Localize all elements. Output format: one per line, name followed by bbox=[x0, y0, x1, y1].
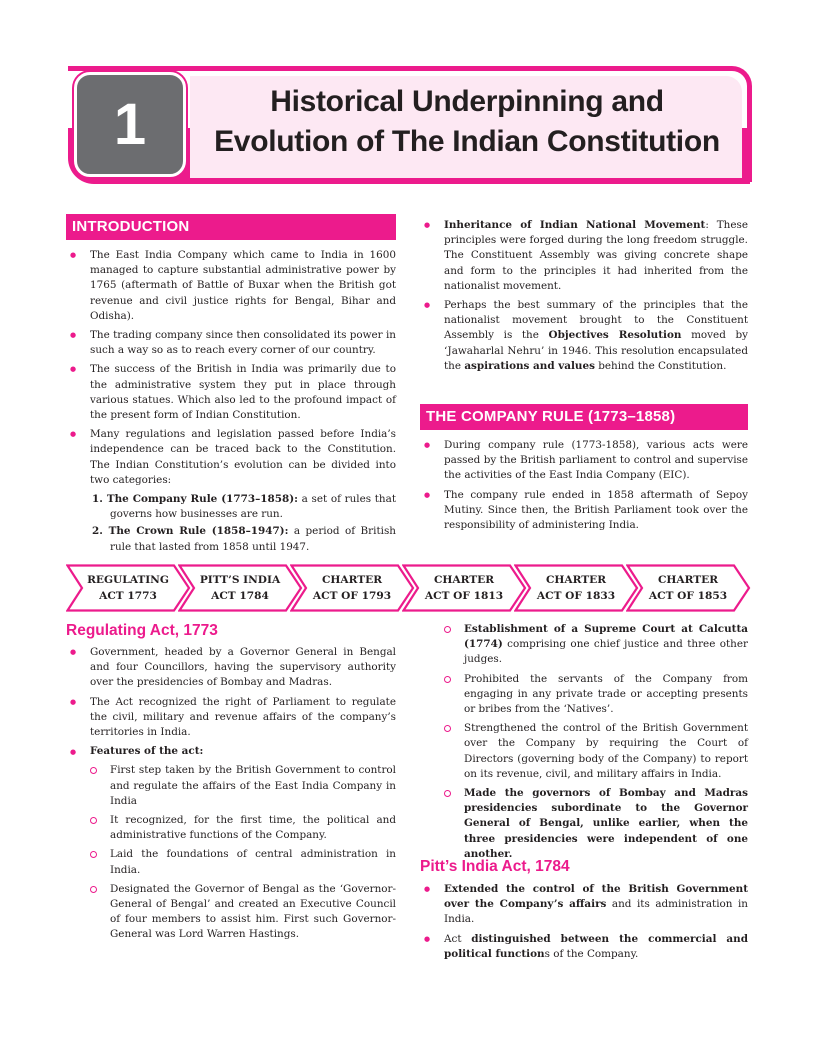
regulating-act-heading: Regulating Act, 1773 bbox=[66, 622, 218, 639]
regulating-bullet-2: ● The Act recognized the right of Parliament to regulate the civil, military and revenue affairs of the company’s territories in India. bbox=[66, 695, 396, 741]
introduction-column bbox=[66, 248, 396, 559]
regulating-bullet-1: ● Government, headed by a Governor General in Bengal and four Councillors, having the supervisory authority over the presidencies of Bombay and Madras. bbox=[66, 645, 396, 691]
feature-1: First step taken by the British Government to control and regulate the affairs of the East India Company in India bbox=[66, 763, 396, 809]
pitts-india-act-heading: Pitt’s India Act, 1784 bbox=[420, 858, 570, 875]
acts-timeline bbox=[66, 564, 756, 612]
timeline-label: CHARTER ACT OF 1813 bbox=[424, 574, 504, 602]
chapter-number: 1 bbox=[74, 72, 186, 177]
company-rule-bullet-2: ● The company rule ended in 1858 aftermath of Sepoy Mutiny. Since then, the British Parliament took over the responsibility of administering India. bbox=[420, 488, 748, 534]
timeline-label: REGULATING ACT 1773 bbox=[87, 574, 169, 602]
company-rule-heading: THE COMPANY RULE (1773–1858) bbox=[420, 404, 748, 430]
timeline-label: CHARTER ACT OF 1833 bbox=[536, 574, 616, 602]
category-company-rule: 1. The Company Rule (1773–1858): a set of rules that governs how businesses are run. bbox=[92, 493, 396, 521]
intro-bullet-3: ● The success of the British in India was primarily due to the administrative system they put in place through various statues. Which also led to the profound impact of the present form of Indian Constitution. bbox=[66, 362, 396, 423]
features-label: ● Features of the act: bbox=[66, 744, 396, 759]
regulating-features-continued bbox=[420, 622, 748, 866]
category-crown-rule: 2. The Crown Rule (1858–1947): a period of British rule that lasted from 1858 until 1947. bbox=[92, 525, 396, 553]
company-rule-column bbox=[420, 438, 748, 537]
intro-bullet-1: ● The East India Company which came to India in 1600 managed to capture substantial administrative power by 1765 (aftermath of Battle of Buxar when the British got revenue and civil justice rights for Bengal, Bihar and Odisha). bbox=[66, 248, 396, 324]
timeline-label: PITT’S INDIA ACT 1784 bbox=[199, 574, 281, 602]
chapter-title bbox=[186, 82, 748, 162]
timeline-label: CHARTER ACT OF 1793 bbox=[312, 574, 392, 602]
timeline-label: CHARTER ACT OF 1853 bbox=[648, 574, 728, 602]
introduction-heading: INTRODUCTION bbox=[66, 214, 396, 240]
feature-3: Laid the foundations of central administration in India. bbox=[66, 847, 396, 877]
pitts-india-act-column bbox=[420, 882, 748, 966]
feature-7: Strengthened the control of the British Government over the Company by requiring the Court of Directors (governing body of the Company) to report on its revenue, civil, and military affairs in India. bbox=[420, 721, 748, 782]
right-intro-column bbox=[420, 218, 748, 378]
intro-bullet-2: ● The trading company since then consolidated its power in such a way so as to reach every corner of our country. bbox=[66, 328, 396, 358]
feature-8: Made the governors of Bombay and Madras presidencies subordinate to the Governor General of Bengal, unlike earlier, when the three presidencies were independent of one another. bbox=[420, 786, 748, 862]
feature-2: It recognized, for the first time, the political and administrative functions of the Company. bbox=[66, 813, 396, 843]
pitts-bullet-1: ● Extended the control of the British Government over the Company’s affairs and its administration in India. bbox=[420, 882, 748, 928]
right-bullet-inheritance: ● Inheritance of Indian National Movement: These principles were forged during the long freedom struggle. The Constituent Assembly was giving concrete shape and form to the principles it had inherited from the nationalist movement. bbox=[420, 218, 748, 294]
feature-5: Establishment of a Supreme Court at Calcutta (1774) comprising one chief justice and three other judges. bbox=[420, 622, 748, 668]
intro-bullet-4: ● Many regulations and legislation passed before India’s independence can be traced back to the Constitution. The Indian Constitution’s evolution can be divided into two categories: bbox=[66, 427, 396, 488]
company-rule-bullet-1: ● During company rule (1773-1858), various acts were passed by the British parliament to control and supervise the activities of the East India Company (EIC). bbox=[420, 438, 748, 484]
pitts-bullet-2: ● Act distinguished between the commercial and political functions of the Company. bbox=[420, 932, 748, 962]
chapter-title-line-2: Evolution of The Indian Constitution bbox=[214, 125, 720, 158]
right-bullet-objectives: ● Perhaps the best summary of the principles that the nationalist movement brought to the Constituent Assembly is the Objectives Resolution moved by ‘Jawaharlal Nehru’ in 1946. This resolution encapsulated the aspirations and values behind the Constitution. bbox=[420, 298, 748, 374]
feature-6: Prohibited the servants of the Company from engaging in any private trade or accepting presents or bribes from the ‘Natives’. bbox=[420, 672, 748, 718]
regulating-act-column bbox=[66, 645, 396, 947]
feature-4: Designated the Governor of Bengal as the ‘Governor-General of Bengal’ and created an Executive Council of four members to assist him. First such Governor-General was Lord Warren Hastings. bbox=[66, 882, 396, 943]
chapter-title-line-1: Historical Underpinning and bbox=[270, 85, 664, 118]
